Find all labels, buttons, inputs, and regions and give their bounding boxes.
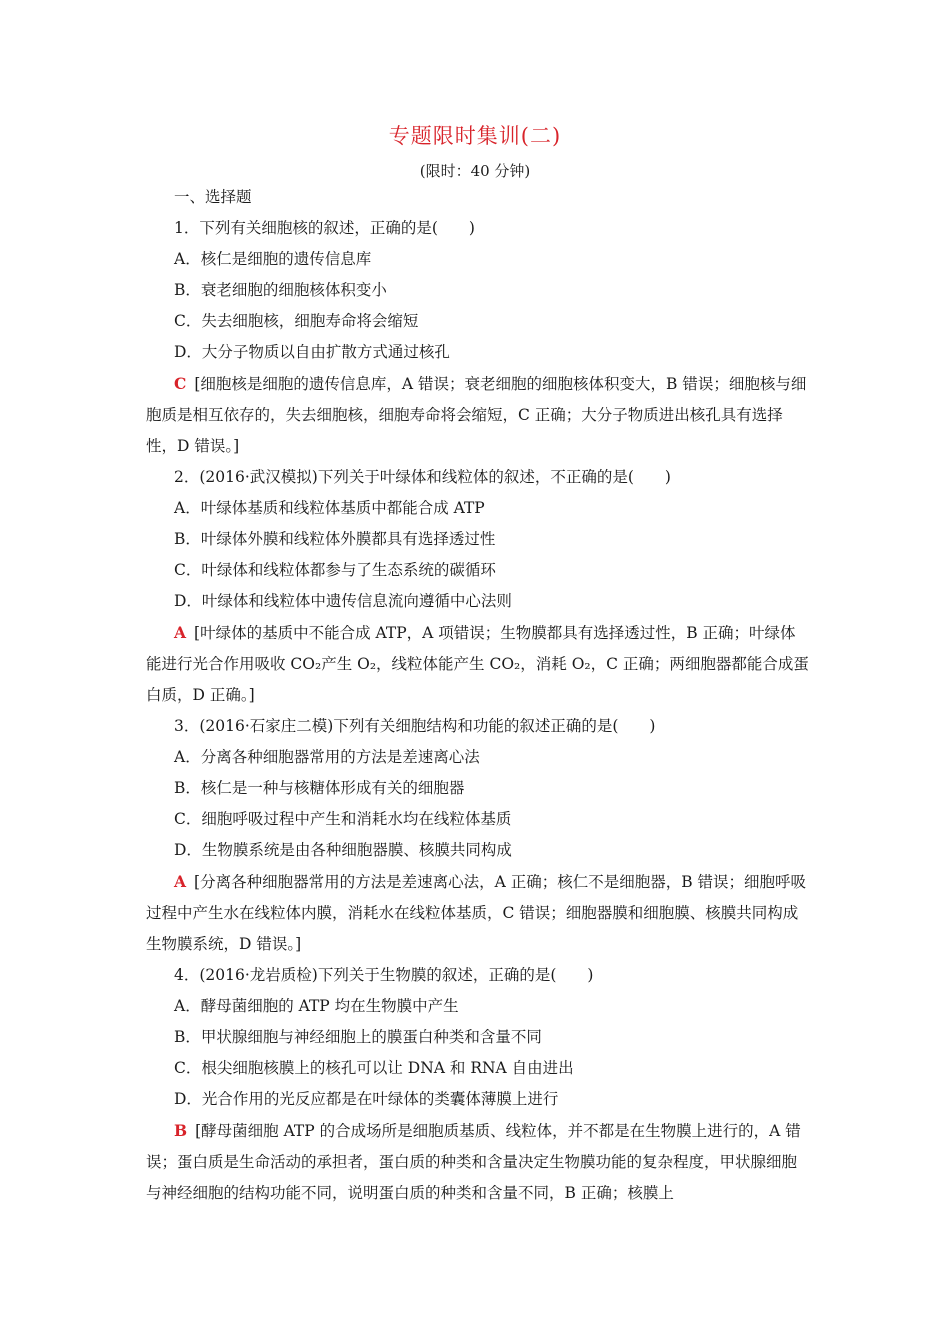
option-c: C．失去细胞核，细胞寿命将会缩短 — [174, 312, 419, 330]
option-b: B．叶绿体外膜和线粒体外膜都具有选择透过性 — [174, 530, 496, 548]
answer-explanation — [146, 617, 810, 711]
option-c: C．细胞呼吸过程中产生和消耗水均在线粒体基质 — [174, 810, 512, 828]
question-4 — [146, 960, 810, 1209]
question-3 — [146, 711, 810, 960]
explanation-text: [细胞核是细胞的遗传信息库，A 错误；衰老细胞的细胞核体积变大，B 错误；细胞核与细胞质是相互依存的，失去细胞核，细胞寿命将会缩短，C 正确；大分子物质进出核孔具有选择性，D 错误。] — [146, 375, 807, 455]
option-a: A．酵母菌细胞的 ATP 均在生物膜中产生 — [174, 997, 459, 1015]
answer-explanation — [146, 1115, 810, 1209]
option-d: D．大分子物质以自由扩散方式通过核孔 — [174, 343, 450, 361]
option-b: B．衰老细胞的细胞核体积变小 — [174, 281, 387, 299]
explanation-text: [酵母菌细胞 ATP 的合成场所是细胞质基质、线粒体，并不都是在生物膜上进行的，A 错误；蛋白质是生命活动的承担者，蛋白质的种类和含量决定生物膜功能的复杂程度，甲状腺细胞与神经细胞的结构功能不同，说明蛋白质的种类和含量不同，B 正确；核膜上 — [146, 1122, 801, 1202]
time-limit: (限时：40 分钟) — [419, 162, 531, 180]
question-2 — [146, 462, 810, 711]
option-d: D．叶绿体和线粒体中遗传信息流向遵循中心法则 — [174, 592, 512, 610]
answer-letter: A — [174, 872, 187, 891]
option-b: B．甲状腺细胞与神经细胞上的膜蛋白种类和含量不同 — [174, 1028, 542, 1046]
option-a: A．分离各种细胞器常用的方法是差速离心法 — [174, 748, 480, 766]
option-b: B．核仁是一种与核糖体形成有关的细胞器 — [174, 779, 465, 797]
question-stem: 3．(2016·石家庄二模)下列有关细胞结构和功能的叙述正确的是( ) — [174, 717, 656, 735]
explanation-text: [叶绿体的基质中不能合成 ATP，A 项错误；生物膜都具有选择透过性，B 正确；叶绿体能进行光合作用吸收 CO₂产生 O₂，线粒体能产生 CO₂，消耗 O₂，C 正确；两细胞器都能合成蛋白质，D 正确。] — [146, 624, 809, 704]
explanation-text: [分离各种细胞器常用的方法是差速离心法，A 正确；核仁不是细胞器，B 错误；细胞呼吸过程中产生水在线粒体内膜，消耗水在线粒体基质，C 错误；细胞器膜和细胞膜、核膜共同构成生物膜系统，D 错误。] — [146, 873, 807, 953]
section-heading: 一、选择题 — [174, 188, 252, 206]
option-c: C．根尖细胞核膜上的核孔可以让 DNA 和 RNA 自由进出 — [174, 1059, 574, 1077]
option-a: A．叶绿体基质和线粒体基质中都能合成 ATP — [174, 499, 485, 517]
option-a: A．核仁是细胞的遗传信息库 — [174, 250, 372, 268]
option-d: D．光合作用的光反应都是在叶绿体的类囊体薄膜上进行 — [174, 1090, 559, 1108]
question-stem: 2．(2016·武汉模拟)下列关于叶绿体和线粒体的叙述，不正确的是( ) — [174, 468, 671, 486]
page-title: 专题限时集训(二) — [388, 124, 562, 148]
content — [146, 182, 810, 1209]
question-1 — [146, 213, 810, 462]
answer-explanation — [146, 866, 810, 960]
option-d: D．生物膜系统是由各种细胞器膜、核膜共同构成 — [174, 841, 512, 859]
answer-explanation — [146, 368, 810, 462]
option-c: C．叶绿体和线粒体都参与了生态系统的碳循环 — [174, 561, 496, 579]
answer-letter: A — [174, 623, 187, 642]
question-stem: 1．下列有关细胞核的叙述，正确的是( ) — [174, 219, 475, 237]
answer-letter: C — [174, 374, 187, 393]
question-stem: 4．(2016·龙岩质检)下列关于生物膜的叙述，正确的是( ) — [174, 966, 594, 984]
answer-letter: B — [174, 1121, 188, 1140]
